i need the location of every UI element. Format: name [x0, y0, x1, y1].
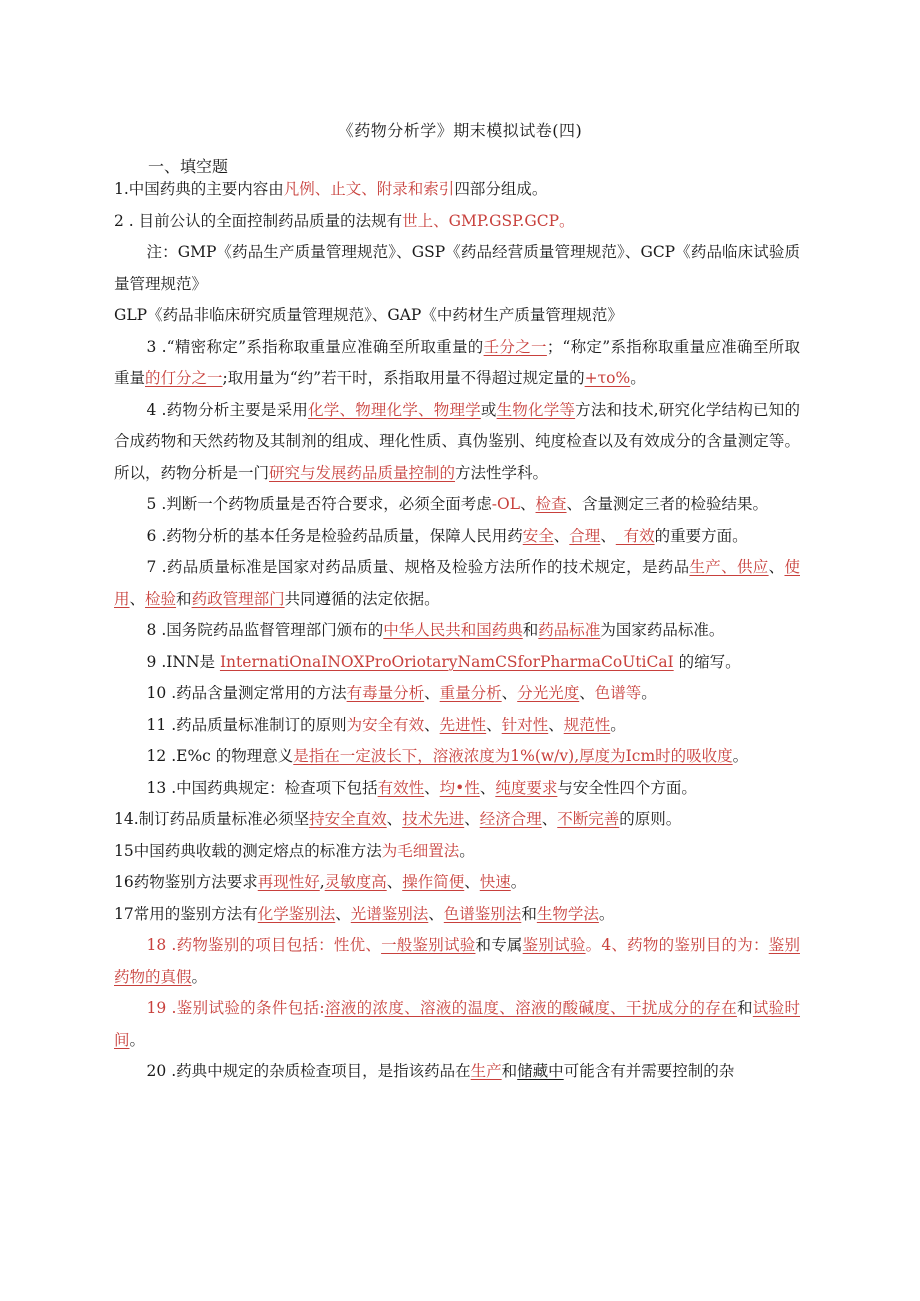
question-text: 、	[768, 558, 785, 576]
answer-text: 溶液的浓度、溶液的温度、溶液的酸碱度、干扰成分的存在	[324, 999, 737, 1017]
question-text: ；“称定”系指称取重量应准确至所取重量	[114, 337, 800, 387]
answer-text: 生物化学等	[496, 400, 576, 419]
answer-text: 安全	[522, 526, 554, 545]
answer-text: 持安全直效	[309, 810, 387, 828]
question-list	[114, 174, 800, 1088]
question-text: 的原则。	[619, 810, 682, 828]
question-text: 6 .药物分析的基本任务是检验药品质量，保障人民用药	[146, 526, 523, 545]
question-text: 与安全性四个方面。	[557, 778, 697, 797]
question-text: 和专属	[475, 936, 523, 954]
question-text: 、	[541, 810, 558, 828]
question-text: 8 .国务院药品监督管理部门颁布的	[146, 621, 384, 639]
answer-text: 先进性	[439, 715, 487, 734]
answer-text: 药品标准	[538, 621, 601, 639]
question-text: 和	[522, 621, 539, 639]
answer-text: 18 .药物鉴别的项目包括：性优、	[146, 936, 382, 954]
answer-text: 是指在一定波长下，溶液浓度为1%(w/v),厚度为Icm时的吸收度	[293, 747, 733, 765]
question-text: 四部分组成。	[454, 180, 548, 198]
page-title: 《药物分析学》期末模拟试卷(四)	[337, 121, 583, 140]
question-item	[114, 300, 800, 332]
question-text: 、	[464, 810, 480, 828]
question-item	[114, 836, 800, 868]
question-text: 、	[428, 904, 444, 923]
answer-text: 纯度要求	[495, 778, 558, 797]
question-item	[114, 899, 800, 931]
answer-text: 化学鉴别法	[257, 904, 336, 923]
question-text: 注：GMP《药品生产质量管理规范》、GSP《药品经营质量管理规范》、GCP《药品临床试验质量管理规范》	[114, 243, 800, 293]
answer-text: 鉴别试验	[522, 936, 586, 954]
answer-text: 规范性	[563, 715, 611, 734]
question-text: 、	[600, 526, 616, 545]
question-text: 、	[501, 684, 518, 702]
question-item	[114, 489, 800, 521]
question-text: 、	[424, 684, 440, 702]
question-text: 的缩写。	[673, 652, 741, 671]
question-text: 、	[479, 778, 496, 797]
answer-text: _有效	[615, 526, 655, 545]
question-text: 4 .药物分析主要是采用	[146, 400, 309, 419]
question-text: 。	[459, 841, 475, 860]
answer-text: 鉴别药物的真假	[114, 936, 800, 986]
answer-text: 快速	[479, 873, 511, 891]
question-text: 。	[129, 1030, 146, 1049]
question-item	[114, 993, 800, 1056]
question-item	[114, 710, 800, 742]
answer-text: 再现性好	[257, 873, 320, 891]
answer-text: 重量分析	[439, 684, 502, 702]
question-text: 、	[424, 778, 440, 797]
question-item	[114, 332, 800, 395]
question-text: 、	[579, 684, 595, 702]
question-text: 方法和技术,研究化学结构已知的合成药物和天然药物及其制剂的组成、理化性质、真伪鉴别、纯度检查以及有效成分的含量测定等。所以，药物分析是一门	[114, 400, 800, 482]
answer-text: 试验时间	[114, 999, 800, 1049]
answer-text: 生产、供应	[689, 558, 769, 576]
question-text: 或	[480, 400, 497, 419]
question-text: 为国家药品标准。	[600, 621, 725, 639]
question-text: 1.中国药典的主要内容由	[114, 180, 284, 198]
question-text: 。	[598, 904, 615, 923]
question-text: 。	[641, 684, 657, 702]
answer-text: 使用	[114, 558, 800, 608]
question-text: 、	[520, 495, 536, 513]
answer-text: 操作简便	[402, 873, 465, 891]
question-text: 共同遵循的法定依据。	[284, 589, 440, 608]
question-text: 的重要方面。	[654, 526, 748, 545]
answer-text: 药政管理部门	[191, 589, 285, 608]
answer-text: 技术先进	[402, 810, 465, 828]
question-text: 16药物鉴别方法要求	[114, 873, 258, 891]
question-text: 12 .E%c 的物理意义	[146, 747, 294, 765]
question-item	[114, 552, 800, 615]
question-text: 13 .中国药典规定：检查项下包括	[146, 778, 378, 797]
question-item	[114, 206, 800, 238]
answer-text: 为毛细置法	[381, 841, 460, 860]
answer-text: 均•性	[439, 778, 480, 797]
question-item	[114, 930, 800, 993]
question-item	[114, 741, 800, 773]
answer-text: 有效性	[377, 778, 425, 797]
question-text: 。	[732, 747, 749, 765]
question-text: 和	[176, 589, 192, 608]
question-text: 9 .INN是	[146, 652, 220, 671]
question-text: 储藏中	[517, 1062, 564, 1080]
question-text: 20 .药典中规定的杂质检查项目，是指该药品在	[146, 1062, 471, 1080]
question-text: 。	[630, 369, 646, 387]
question-text: 和	[501, 1062, 518, 1080]
question-item	[114, 647, 800, 679]
answer-text: 一般鉴别试验	[381, 936, 476, 954]
answer-text: 检验	[145, 589, 177, 608]
answer-text: 生产	[470, 1062, 502, 1080]
question-text: 2 . 目前公认的全面控制药品质量的法规有	[114, 211, 403, 230]
answer-text: -OL	[491, 495, 521, 513]
question-item	[114, 867, 800, 899]
question-text: 和	[521, 904, 537, 923]
question-item	[114, 615, 800, 647]
question-text: 14.制订药品质量标准必须坚	[114, 810, 310, 828]
question-item	[114, 237, 800, 300]
question-text: 5 .判断一个药物质量是否符合要求，必须全面考虑	[146, 495, 492, 513]
answer-text: +τo%	[584, 369, 631, 387]
question-item	[114, 678, 800, 710]
question-item	[114, 395, 800, 490]
answer-text: 经济合理	[479, 810, 542, 828]
answer-text: 分光光度	[517, 684, 580, 702]
question-text: ;取用量为“约”若干时，系指取用量不得超过规定量的	[222, 369, 585, 387]
answer-text: 中华人民共和国药典	[383, 621, 523, 639]
question-text: 10 .药品含量测定常用的方法	[146, 684, 347, 702]
question-text: 、	[424, 715, 440, 734]
answer-text: 世上、GMP.GSP.GCP。	[402, 211, 575, 230]
answer-text: 色谱等	[594, 684, 642, 702]
answer-text: 合理	[569, 526, 601, 545]
question-text: 15中国药典收载的测定熔点的标准方法	[114, 841, 382, 860]
question-item	[114, 773, 800, 805]
answer-text: 光谱鉴别法	[350, 904, 429, 923]
question-text: 7 .药品质量标准是国家对药品质量、规格及检验方法所作的技术规定，是药品	[146, 558, 690, 576]
question-text: 、	[548, 715, 564, 734]
answer-text: 的仃分之一	[145, 369, 223, 387]
question-text: 、	[386, 873, 403, 891]
answer-text: 不断完善	[557, 810, 620, 828]
answer-text: 生物学法	[536, 904, 599, 923]
question-text: 11 .药品质量标准制订的原则	[146, 715, 347, 734]
answer-text: 化学、物理化学、物理学	[308, 400, 481, 419]
question-text: 3 .“精密称定”系指称取重量应准确至所取重量的	[146, 337, 484, 356]
question-text: 。	[610, 715, 626, 734]
question-text: 可能含有并需要控制的杂	[563, 1062, 735, 1080]
answer-text: 壬分之一	[483, 337, 547, 356]
answer-text: 色谱鉴别法	[443, 904, 522, 923]
question-text: 。	[510, 873, 527, 891]
question-text: 、	[486, 715, 502, 734]
section-heading: 一、填空题	[148, 157, 229, 176]
question-text: 、含量测定三者的检验结果。	[566, 495, 769, 513]
question-text: 、	[386, 810, 403, 828]
answer-text: 为安全有效	[346, 715, 425, 734]
question-text: GLP《药品非临床研究质量管理规范》、GAP《中药材生产质量管理规范》	[114, 306, 623, 324]
answer-text: 19 .鉴别试验的条件包括:	[146, 999, 325, 1017]
question-text: 、	[464, 873, 480, 891]
question-text: ,	[319, 873, 325, 891]
answer-text: 研究与发展药品质量控制的	[269, 463, 456, 482]
question-text: 和	[736, 999, 753, 1017]
answer-text: 检查	[535, 495, 567, 513]
question-text: 、	[335, 904, 351, 923]
answer-text: 针对性	[501, 715, 549, 734]
question-item	[114, 1056, 800, 1088]
answer-text: 。4、药物的鉴别目的为：	[585, 936, 769, 954]
question-item	[114, 174, 800, 206]
question-text: 、	[129, 589, 146, 608]
answer-text: 灵敏度高	[324, 873, 387, 891]
question-text: 。	[191, 967, 208, 986]
question-item	[114, 804, 800, 836]
answer-text: InternatiOnaINOXProOriotaryNamCSforPharmaCoUtiCaI	[219, 652, 674, 671]
question-text: 、	[553, 526, 570, 545]
question-text: 方法性学科。	[455, 463, 549, 482]
question-text: 17常用的鉴别方法有	[114, 904, 258, 923]
answer-text: 凡例、止文、附录和索引	[283, 180, 455, 198]
question-item	[114, 521, 800, 553]
answer-text: 有毒量分析	[346, 684, 425, 702]
